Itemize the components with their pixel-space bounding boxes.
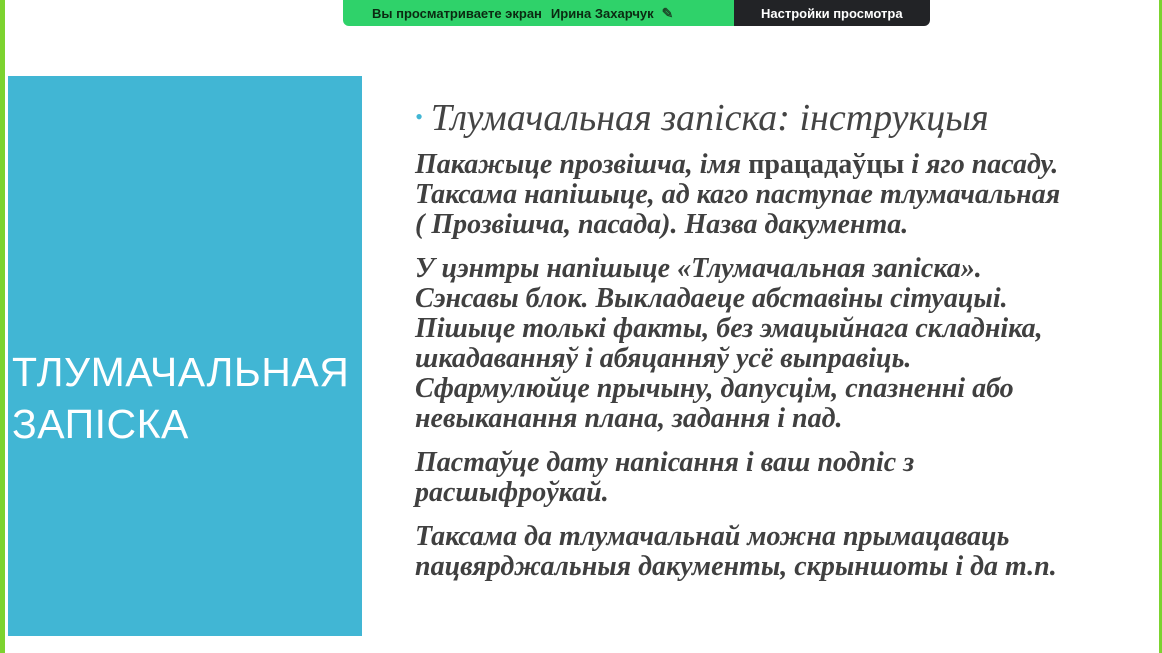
paragraph-line	[415, 448, 1157, 478]
instruction-paragraph	[415, 254, 1157, 434]
instruction-paragraph	[415, 448, 1157, 508]
line-text: ( Прозвішча, пасада). Назва дакумента.	[415, 209, 909, 240]
slide-title: ТЛУМАЧАЛЬНАЯ ЗАПІСКА	[12, 349, 350, 447]
slide-heading	[415, 96, 1157, 140]
slide-content	[415, 96, 1157, 596]
paragraph-line	[415, 404, 1157, 434]
view-settings-button[interactable]	[734, 0, 930, 26]
paragraph-line	[415, 344, 1157, 374]
paragraph-line	[415, 374, 1157, 404]
line-text: Сфармулюйце прычыну, дапусцім, спазненні або	[415, 373, 1014, 404]
line-text: Сэнсавы блок. Выкладаеце абставіны сітуацыі.	[415, 283, 1008, 314]
instruction-paragraphs	[415, 150, 1157, 582]
line-text: Пакажыце прозвішча, імя	[415, 149, 749, 180]
presenter-name: Ирина Захарчук	[550, 5, 654, 21]
line-text: невыканання плана, задання і пад.	[415, 403, 843, 434]
paragraph-line	[415, 254, 1157, 284]
presentation-slide	[5, 30, 1159, 650]
paragraph-line	[415, 552, 1157, 582]
pen-annotate-icon[interactable]: ✎	[661, 4, 674, 21]
line-text: пацвярджальныя дакументы, скрыншоты і да т.п.	[415, 551, 1057, 582]
paragraph-line	[415, 314, 1157, 344]
line-text: Таксама напішыце, ад каго паступае тлумачальная	[415, 179, 1061, 210]
paragraph-line	[415, 150, 1157, 180]
paragraph-line	[415, 522, 1157, 552]
paragraph-line	[415, 478, 1157, 508]
share-status	[343, 0, 734, 26]
bullet-icon: •	[415, 104, 423, 129]
slide-heading-text: Тлумачальная запіска: інструкцыя	[430, 97, 989, 139]
line-text: Таксама да тлумачальнай можна прымацаваць	[415, 521, 1010, 552]
share-status-text: Вы просматриваете экран	[372, 5, 542, 21]
line-text: і яго пасаду.	[904, 149, 1059, 180]
title-panel	[8, 76, 362, 636]
line-text: расшыфроўкай.	[415, 477, 609, 508]
paragraph-line	[415, 210, 1157, 240]
screen-share-bar	[343, 0, 930, 26]
line-text: шкадаванняў і абяцанняў усё выправіць.	[415, 343, 912, 374]
line-text: Пішыце толькі факты, без эмацыйнага складніка,	[415, 313, 1043, 344]
paragraph-line	[415, 284, 1157, 314]
view-settings-label: Настройки просмотра	[761, 5, 903, 21]
line-text: У цэнтры напішыце «Тлумачальная запіска».	[415, 253, 982, 284]
line-text: Пастаўце дату напісання і ваш подпіс з	[415, 447, 915, 478]
paragraph-line	[415, 180, 1157, 210]
line-text: працадаўцы	[748, 149, 905, 180]
instruction-paragraph	[415, 150, 1157, 240]
instruction-paragraph	[415, 522, 1157, 582]
